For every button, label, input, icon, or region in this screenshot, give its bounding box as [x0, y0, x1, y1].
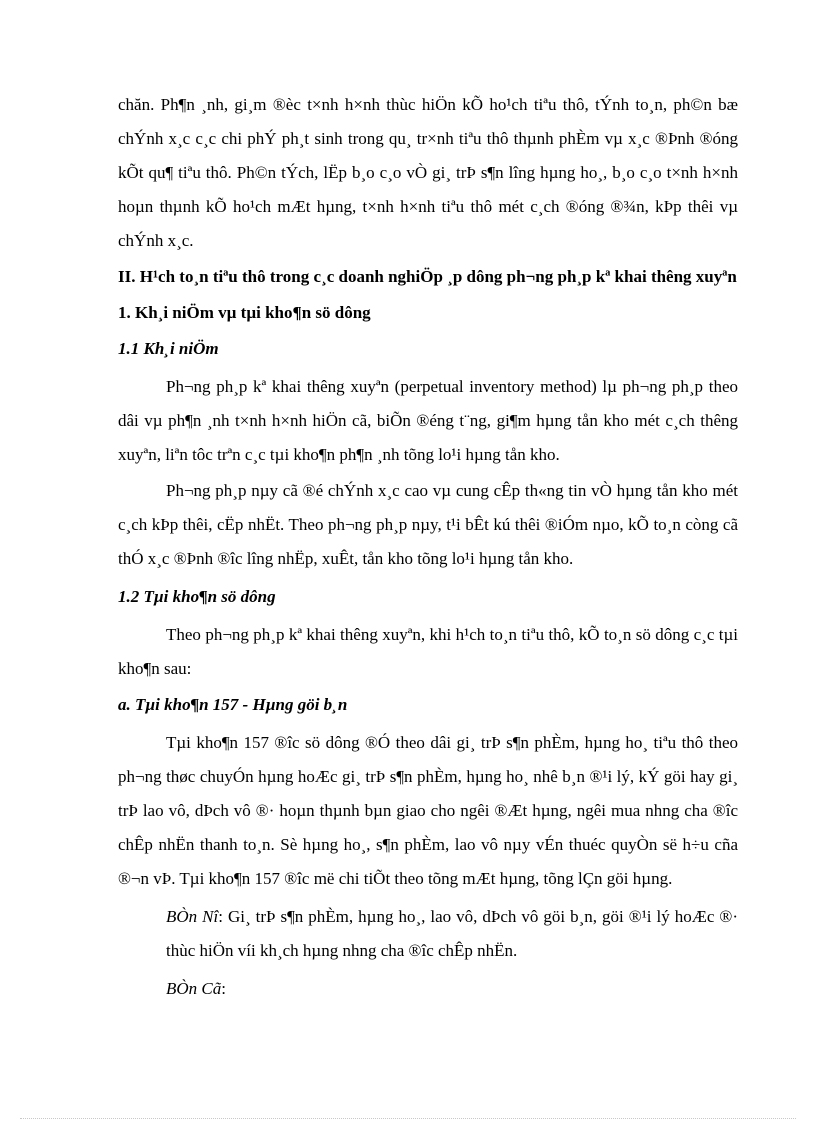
debit-side-entry — [118, 900, 738, 968]
debit-text: : Gi¸ trÞ s¶n phÈm, hµng ho¸, lao vô, dÞch vô göi b¸n, göi ®¹i lý hoÆc ®· thùc hiÖn víi kh¸ch hµng nhng cha ®îc chÊp nhËn. — [166, 907, 738, 960]
document-page — [118, 88, 738, 1008]
credit-text: : — [221, 979, 226, 998]
paragraph-intro: chăn. Ph¶n ¸nh, gi¸m ®èc t×nh h×nh thùc hiÖn kÕ ho¹ch tiªu thô, tÝnh to¸n, ph©n bæ chÝnh x¸c c¸c chi phÝ ph¸t sinh trong qu¸ tr×nh tiªu thô thµnh phÈm vµ x¸c ®Þnh ®óng kÕt qu¶ tiªu thô. Ph©n tÝch, lËp b¸o c¸o vÒ gi¸ trÞ s¶n lîng hµng ho¸, b¸o c¸o t×nh h×nh hoµn thµnh kÕ ho¹ch mÆt hµng, t×nh h×nh tiªu thô mét c¸ch ®óng ®¾n, kÞp thêi vµ chÝnh x¸c. — [118, 95, 738, 250]
section-heading-ii: II. H¹ch to¸n tiªu thô trong c¸c doanh nghiÖp ¸p dông ph¬ng ph¸p kª khai thêng xuyªn — [118, 267, 737, 286]
credit-side-entry — [118, 972, 738, 1006]
section-heading-account-157: a. Tµi kho¶n 157 - Hµng göi b¸n — [118, 695, 348, 714]
paragraph-definition: Ph¬ng ph¸p kª khai thêng xuyªn (perpetual inventory method) lµ ph¬ng ph¸p theo dâi vµ ph¶n ¸nh t×nh h×nh hiÖn cã, biÕn ®éng t¨ng, gi¶m hµng tån kho mét c¸ch thêng xuyªn, liªn tôc trªn c¸c tµi kho¶n ph¶n ¸nh tõng lo¹i hµng tån kho. — [118, 377, 738, 464]
section-heading-1-1: 1.1 Kh¸i niÖm — [118, 339, 219, 358]
paragraph-account-157: Tµi kho¶n 157 ®îc sö dông ®Ó theo dâi gi¸ trÞ s¶n phÈm, hµng ho¸ tiªu thô theo ph¬ng thøc chuyÓn hµng hoÆc gi¸ trÞ s¶n phÈm, hµng ho¸ nhê b¸n ®¹i lý, kÝ göi hay gi¸ trÞ lao vô, dÞch vô ®· hoµn thµnh bµn giao cho ngêi ®Æt hµng, ngêi mua nhng cha ®îc chÊp nhËn thanh to¸n. Sè hµng ho¸, s¶n phÈm, lao vô nµy vÉn thuéc quyÒn së h÷u cña ®¬n vÞ. Tµi kho¶n 157 ®îc më chi tiÕt theo tõng mÆt hµng, tõng lÇn göi hµng. — [118, 733, 738, 888]
section-heading-1: 1. Kh¸i niÖm vµ tµi kho¶n sö dông — [118, 303, 371, 322]
paragraph-accuracy: Ph¬ng ph¸p nµy cã ®é chÝnh x¸c cao vµ cung cÊp th«ng tin vÒ hµng tån kho mét c¸ch kÞp thêi, cËp nhËt. Theo ph¬ng ph¸p nµy, t¹i bÊt kú thêi ®iÓm nµo, kÕ to¸n còng cã thÓ x¸c ®Þnh ®îc lîng nhËp, xuÊt, tån kho tõng lo¹i hµng tån kho. — [118, 481, 738, 568]
paragraph-accounts-used: Theo ph¬ng ph¸p kª khai thêng xuyªn, khi h¹ch to¸n tiªu thô, kÕ to¸n sö dông c¸c tµi kho¶n sau: — [118, 625, 738, 678]
section-heading-1-2: 1.2 Tµi kho¶n sö dông — [118, 587, 276, 606]
credit-label: BÒn Cã — [166, 979, 222, 998]
page-bottom-rule — [20, 1118, 796, 1119]
debit-label: BÒn Nî — [166, 907, 219, 926]
